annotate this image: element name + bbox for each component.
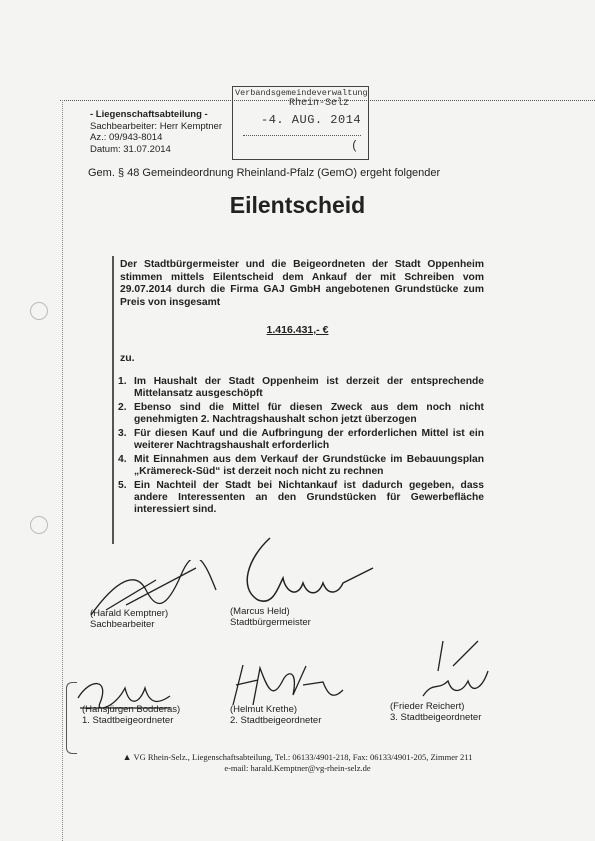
signer-name: (Harald Kemptner) — [90, 608, 169, 619]
signature-krethe — [228, 660, 348, 710]
document-title: Eilentscheid — [229, 192, 366, 218]
department-block — [90, 109, 222, 155]
signature-block-krethe — [230, 704, 321, 726]
item-text: Für diesen Kauf und die Aufbringung der erforderlichen Mittel ist ein weiterer Nachtragshaushalt erforderlich — [134, 428, 484, 451]
footer — [0, 752, 595, 774]
item-number: 4. — [118, 454, 127, 465]
stamp-divider — [243, 135, 361, 136]
item-number: 3. — [118, 428, 127, 439]
signer-role: 3. Stadtbeigeordneter — [390, 712, 482, 723]
signer-role: 1. Stadtbeigeordneter — [82, 715, 174, 726]
signer-role: Stadtbürgermeister — [230, 617, 311, 628]
reason-list — [118, 376, 484, 518]
signature-block-reichert — [390, 701, 481, 723]
signer-role: Sachbearbeiter — [90, 619, 155, 630]
stamp-date: -4. AUG. 2014 — [261, 113, 362, 127]
stamp-location: Rhein-Selz — [289, 98, 350, 109]
punch-hole — [30, 516, 48, 534]
signature-block-bodderas — [82, 704, 180, 726]
footer-email: e-mail: harald.Kemptner@vg-rhein-selz.de — [224, 763, 371, 773]
signer-name: (Frieder Reichert) — [390, 701, 465, 712]
signer-name: (Marcus Held) — [230, 606, 290, 617]
department-name: - Liegenschaftsabteilung - — [90, 109, 208, 120]
list-item — [118, 376, 484, 400]
item-text: Ebenso sind die Mittel für diesen Zweck aus dem noch nicht genehmigten 2. Nachtragshaushalt schon jetzt überzogen — [134, 402, 484, 425]
vg-logo-icon: ▲ — [122, 752, 132, 762]
file-number: Az.: 09/943-8014 — [90, 132, 163, 143]
list-item — [118, 454, 484, 478]
purchase-amount: 1.416.431,- € — [266, 324, 329, 336]
list-item — [118, 480, 484, 516]
margin-bracket — [66, 682, 77, 754]
list-item — [118, 402, 484, 426]
item-text: Mit Einnahmen aus dem Verkauf der Grundstücke im Bebauungsplan „Krämereck-Süd“ ist derzeit noch nicht zu rechnen — [134, 454, 484, 477]
item-text: Im Haushalt der Stadt Oppenheim ist derzeit der entsprechende Mittelansatz ausgeschöpft — [134, 376, 484, 399]
zu-label: zu. — [120, 352, 135, 364]
receipt-stamp — [232, 86, 369, 160]
signer-name: (Helmut Krethe) — [230, 704, 298, 715]
list-item — [118, 428, 484, 452]
decision-text: Der Stadtbürgermeister und die Beigeordneten der Stadt Oppenheim stimmen mittels Eilentscheid dem Ankauf der mit Schreiben vom 29.07.2014 durch die Firma GAJ GmbH angebotenen Grundstücke zum Preis von insgesamt — [120, 259, 484, 308]
signer-name: (Hansjürgen Bodderas) — [82, 704, 181, 715]
document-date: Datum: 31.07.2014 — [90, 143, 171, 155]
signature-block-held — [230, 606, 311, 628]
signer-role: 2. Stadtbeigeordneter — [230, 715, 322, 726]
signature-held — [228, 528, 378, 608]
signature-reichert — [408, 636, 498, 706]
signature-block-kemptner — [90, 608, 168, 630]
stamp-mark: ( — [351, 139, 359, 153]
item-text: Ein Nachteil der Stadt bei Nichtankauf ist dadurch gegeben, dass andere Interessenten an den Grundstücken für Gewerbefläche interessiert sind. — [134, 480, 484, 515]
item-number: 2. — [118, 402, 127, 413]
legal-basis: Gem. § 48 Gemeindeordnung Rheinland-Pfalz (GemO) ergeht folgender — [88, 167, 441, 179]
item-number: 1. — [118, 376, 127, 387]
footer-contact: VG Rhein-Selz., Liegenschaftsabteilung, Tel.: 06133/4901-218, Fax: 06133/4901-205, Zimmer 211 — [133, 752, 473, 762]
punch-hole — [30, 302, 48, 320]
item-number: 5. — [118, 480, 127, 491]
clerk-line: Sachbearbeiter: Herr Kemptner — [90, 120, 223, 132]
stamp-authority: Verbandsgemeindeverwaltung — [235, 88, 368, 98]
